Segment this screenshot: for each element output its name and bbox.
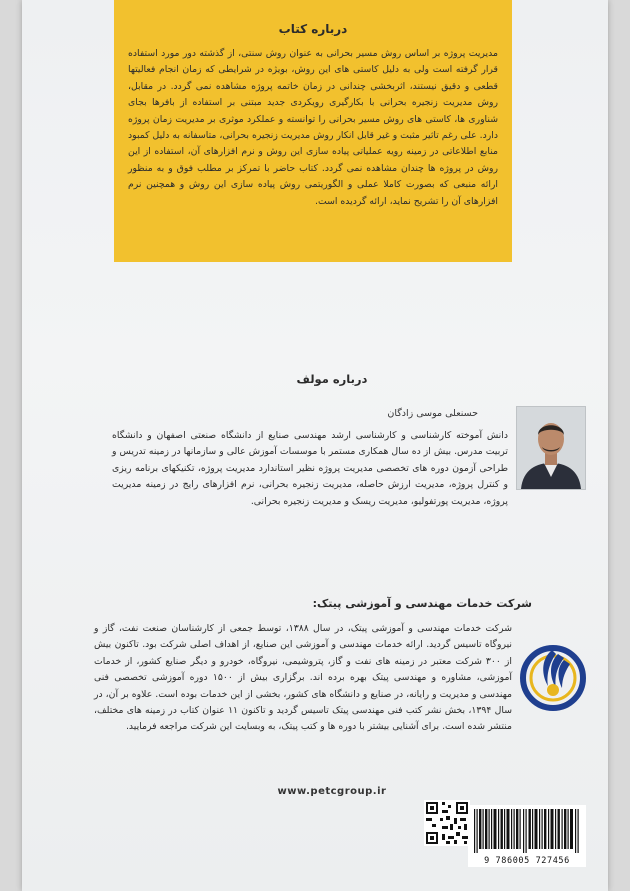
website-url: www.petcgroup.ir [277,786,387,797]
qr-code [424,800,470,846]
about-book-box [114,0,512,262]
author-photo [516,406,586,490]
barcode [468,805,586,867]
book-back-cover [22,0,608,891]
company-text: شرکت خدمات مهندسی و آموزشی پیتک، در سال ۱۳۸۸، توسط جمعی از کارشناسان صنعت نفت، گاز و نیروگاه تاسیس گردید. ارائه خدمات مهندسی و آموزشی این صنایع، از اهداف اصلی شرکت بود. تاکنون بیش از ۳۰۰ شرکت معتبر در زمینه های نفت و گاز، پتروشیمی، نیروگاه، خودرو و دیگر صنایع کشور، از خدمات آموزشی، مشاوره و مهندسی پیتک بهره برده اند. برگزاری بیش از ۱۵۰۰ دوره آموزشی تخصصی فنی مهندسی و مدیریت و رایانه، در صنایع و دانشگاه های کشور، بخشی از این خدمات بوده است. علاوه بر آن، در سال ۱۳۹۴، بخش نشر کتب فنی مهندسی پیتک تاسیس گردید و تاکنون ۱۱ عنوان کتاب در زمینه های مختلف، منتشر شده است. برای آشنایی بیشتر با دوره ها و کتب پیتک، به وبسایت این شرکت مراجعه فرمایید. [94,623,513,733]
company-logo [518,632,588,724]
about-book-text: مدیریت پروژه بر اساس روش مسیر بحرانی به عنوان روش سنتی، از گذشته دور مورد استفاده قرار گرفته است ولی به دلیل کاستی های این روش، بویژه در شرایطی که زمان انجام فعالیتها قطعی و دقیق نیستند، اثربخشی چندانی در زمان خاتمه پروژه مشاهده نمی گردد. در مقابل، روش مدیریت زنجیره بحرانی با بکارگیری رویکردی جدید مبتنی بر استفاده از بافرها بجای شناوری ها، کاستی های روش مسیر بحرانی را توانسته و عملکرد موثری بر مدیریت زمان پروژه دارد. علی رغم تاثیر مثبت و غیر قابل انکار روش مدیریت زنجیره بحرانی، متاسفانه به دلیل کمبود منابع اطلاعاتی در زمینه رویه عملیاتی پیاده سازی این روش و نرم افزارهای آن، استفاده از این روش در پروژه ها چندان مشاهده نمی گردد. کتاب حاضر با تمرکز بر مطلب فوق و به منظور ارائه منبعی که بصورت کاملا عملی و الگوریتمی روش پیاده سازی این روش و همچنین نرم افزارهای آن را تشریح نماید، ارائه گردیده است. [128,48,498,207]
author-bio: دانش آموخته کارشناسی و کارشناسی ارشد مهندسی صنایع از دانشگاه صنعتی اصفهان و دانشگاه تربیت مدرس. بیش از ده سال همکاری مستمر با موسسات آموزش عالی و سازمانها در زمینه تدریس و طراحی آزمون دوره های تخصصی مدیریت پروژه نظیر استاندارد مدیریت پروژه، تکنیکهای برنامه ریزی و کنترل پروژه، مدیریت ارزش حاصله، مدیریت زنجیره بحرانی، نرم افزارهای رایج در زمینه مدیریت پروژه، مدیریت پورتفولیو، مدیریت ریسک و مدیریت زنجیره بحرانی. [112,430,508,507]
about-book-title: درباره کتاب [278,22,348,36]
company-title: شرکت خدمات مهندسی و آموزشی پیتک: [312,597,532,610]
barcode-number: 9 786005 727456 [484,856,570,866]
about-author-title: درباره مولف [296,372,368,386]
barcode-bars [468,805,586,855]
author-name: حسنعلی موسی زادگان [387,408,478,419]
